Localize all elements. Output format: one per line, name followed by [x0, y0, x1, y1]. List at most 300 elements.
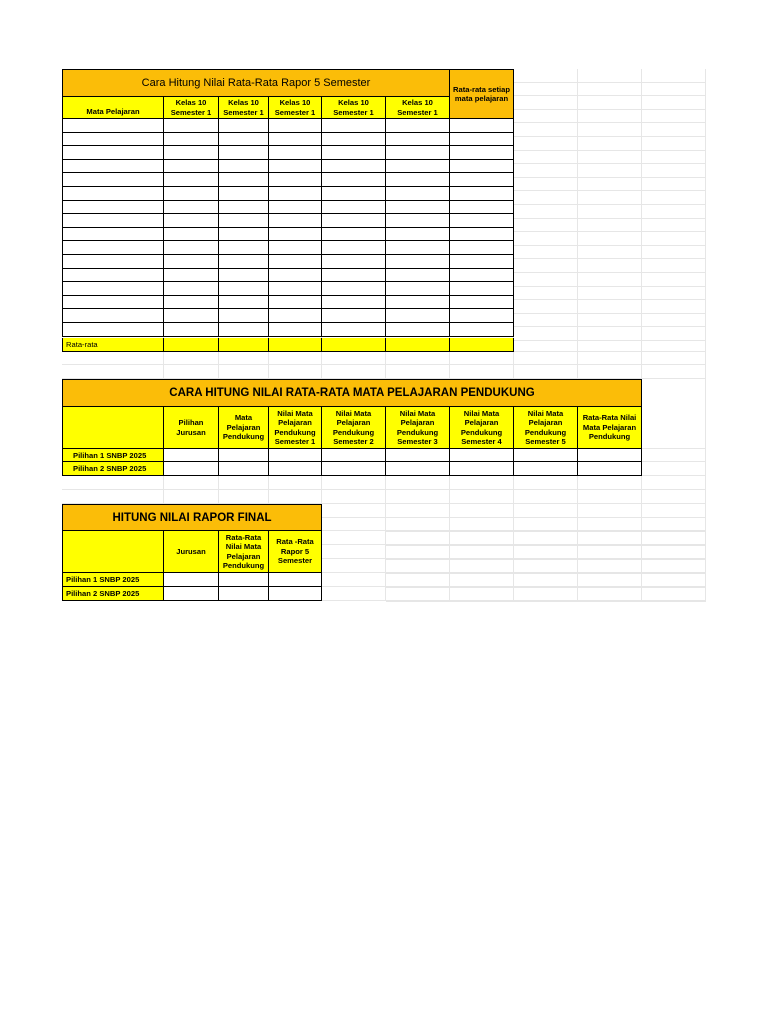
table-cell[interactable] — [269, 309, 322, 323]
table1-column-header: Kelas 10 Semester 1 — [164, 97, 219, 119]
grid-cell — [578, 259, 642, 273]
table-cell[interactable] — [450, 241, 514, 255]
table-cell[interactable] — [386, 282, 450, 296]
table-cell[interactable] — [219, 214, 269, 228]
grid-cell — [450, 560, 514, 574]
grid-cell — [269, 365, 322, 379]
grid-cell — [514, 178, 578, 191]
table-cell[interactable] — [219, 119, 269, 133]
table-cell[interactable] — [450, 119, 514, 133]
table-cell[interactable] — [322, 323, 386, 337]
table-cell[interactable] — [386, 338, 450, 352]
table-cell[interactable] — [514, 449, 578, 462]
table-cell[interactable] — [62, 309, 164, 323]
grid-cell — [578, 490, 642, 504]
table1-column-header: Kelas 10 Semester 1 — [386, 97, 450, 119]
grid-cell — [514, 232, 578, 246]
grid-cell — [642, 462, 706, 476]
table-cell[interactable] — [386, 201, 450, 214]
grid-cell — [514, 352, 578, 365]
table2-column-header: Mata Pelajaran Pendukung — [219, 407, 269, 449]
grid-cell — [578, 341, 642, 352]
table3-column-header: Jurusan — [164, 531, 219, 573]
table-cell[interactable] — [164, 241, 219, 255]
table-cell[interactable] — [219, 187, 269, 201]
table-cell[interactable] — [219, 573, 269, 587]
table-cell[interactable] — [164, 338, 219, 352]
grid-cell — [642, 532, 706, 546]
grid-cell — [269, 352, 322, 365]
grid-cell — [514, 490, 578, 504]
table-cell[interactable] — [164, 323, 219, 337]
grid-cell — [386, 504, 450, 518]
table-cell[interactable] — [450, 160, 514, 173]
grid-cell — [642, 151, 706, 164]
table-cell[interactable] — [386, 462, 450, 476]
grid-cell — [514, 314, 578, 327]
grid-cell — [386, 546, 450, 560]
table-cell[interactable] — [386, 255, 450, 269]
grid-cell — [578, 205, 642, 219]
grid-cell — [578, 504, 642, 518]
grid-cell — [642, 83, 706, 96]
grid-cell — [642, 352, 706, 365]
grid-cell — [514, 287, 578, 300]
grid-cell — [514, 532, 578, 546]
table-cell[interactable] — [322, 214, 386, 228]
table-cell[interactable] — [322, 187, 386, 201]
grid-cell — [642, 205, 706, 219]
grid-cell — [642, 178, 706, 191]
grid-cell — [164, 476, 219, 490]
grid-cell — [269, 476, 322, 490]
grid-cell — [578, 327, 642, 341]
table-cell[interactable] — [578, 462, 642, 476]
table-cell[interactable] — [450, 449, 514, 462]
grid-cell — [578, 476, 642, 490]
table-cell[interactable] — [164, 119, 219, 133]
grid-cell — [386, 560, 450, 574]
table2-column-header: Pilihan Jurusan — [164, 407, 219, 449]
table-cell[interactable] — [450, 255, 514, 269]
table-cell[interactable] — [164, 309, 219, 323]
table-cell[interactable] — [386, 119, 450, 133]
grid-cell — [514, 69, 578, 83]
table-cell[interactable] — [386, 449, 450, 462]
grid-cell — [642, 123, 706, 137]
grid-cell — [642, 560, 706, 574]
table2-column-header: Rata-Rata Nilai Mata Pelajaran Pendukung — [578, 407, 642, 449]
grid-cell — [514, 574, 578, 588]
table-cell[interactable] — [62, 214, 164, 228]
table-cell[interactable] — [322, 255, 386, 269]
table-cell[interactable] — [322, 338, 386, 352]
table-cell[interactable] — [219, 255, 269, 269]
grid-cell — [62, 365, 164, 379]
table1-column-header: Kelas 10 Semester 1 — [219, 97, 269, 119]
table-cell[interactable] — [578, 449, 642, 462]
grid-cell — [578, 69, 642, 83]
grid-cell — [578, 96, 642, 110]
table-cell[interactable] — [219, 462, 269, 476]
table-cell[interactable] — [514, 462, 578, 476]
table-cell[interactable] — [269, 323, 322, 337]
grid-cell — [322, 531, 386, 545]
grid-cell — [219, 352, 269, 365]
table-cell[interactable] — [62, 269, 164, 282]
grid-cell — [578, 560, 642, 574]
table-cell[interactable] — [164, 282, 219, 296]
grid-cell — [450, 546, 514, 560]
table-cell[interactable] — [164, 133, 219, 146]
grid-cell — [62, 352, 164, 365]
table-cell[interactable] — [164, 160, 219, 173]
grid-cell — [514, 96, 578, 110]
table-cell[interactable] — [269, 462, 322, 476]
table-cell[interactable] — [62, 119, 164, 133]
table-cell[interactable] — [164, 573, 219, 587]
grid-cell — [386, 365, 450, 379]
table-cell[interactable] — [386, 296, 450, 309]
grid-cell — [514, 205, 578, 219]
table-cell[interactable] — [386, 173, 450, 187]
table-cell[interactable] — [386, 133, 450, 146]
table-cell[interactable] — [322, 241, 386, 255]
table-cell[interactable] — [164, 173, 219, 187]
grid-cell — [642, 327, 706, 341]
grid-cell — [386, 518, 450, 532]
table-cell[interactable] — [219, 228, 269, 241]
grid-cell — [578, 178, 642, 191]
table-cell[interactable] — [450, 228, 514, 241]
table-cell[interactable] — [322, 462, 386, 476]
grid-cell — [450, 365, 514, 379]
table3-row-label: Pilihan 1 SNBP 2025 — [62, 573, 164, 587]
grid-cell — [164, 352, 219, 365]
table-cell[interactable] — [322, 119, 386, 133]
table-cell[interactable] — [269, 338, 322, 352]
table-cell[interactable] — [219, 241, 269, 255]
grid-cell — [578, 518, 642, 532]
table-cell[interactable] — [62, 160, 164, 173]
table-cell[interactable] — [219, 309, 269, 323]
table-cell[interactable] — [322, 173, 386, 187]
grid-cell — [642, 449, 706, 462]
table-cell[interactable] — [450, 187, 514, 201]
grid-cell — [578, 300, 642, 314]
table-cell[interactable] — [219, 296, 269, 309]
table2-column-header: Nilai Mata Pelajaran Pendukung Semester 5 — [514, 407, 578, 449]
grid-cell — [514, 327, 578, 341]
table-cell[interactable] — [450, 323, 514, 337]
grid-cell — [578, 83, 642, 96]
table-cell[interactable] — [386, 309, 450, 323]
table-cell[interactable] — [164, 269, 219, 282]
table3-column-header: Rata-Rata Nilai Mata Pelajaran Pendukung — [219, 531, 269, 573]
grid-cell — [164, 490, 219, 504]
table-cell[interactable] — [164, 462, 219, 476]
table-cell[interactable] — [450, 296, 514, 309]
grid-cell — [322, 559, 386, 573]
grid-cell — [514, 246, 578, 259]
grid-cell — [578, 314, 642, 327]
table2-column-header: Nilai Mata Pelajaran Pendukung Semester 3 — [386, 407, 450, 449]
table-cell[interactable] — [164, 587, 219, 601]
table-cell[interactable] — [322, 133, 386, 146]
grid-cell — [514, 273, 578, 287]
grid-cell — [450, 490, 514, 504]
table-cell[interactable] — [164, 296, 219, 309]
grid-cell — [642, 232, 706, 246]
table-cell[interactable] — [269, 187, 322, 201]
table-cell[interactable] — [219, 587, 269, 601]
grid-cell — [164, 365, 219, 379]
grid-cell — [219, 490, 269, 504]
table-cell[interactable] — [386, 269, 450, 282]
grid-cell — [219, 365, 269, 379]
table-cell[interactable] — [269, 449, 322, 462]
grid-cell — [642, 273, 706, 287]
grid-cell — [322, 490, 386, 504]
table-cell[interactable] — [62, 201, 164, 214]
grid-cell — [578, 246, 642, 259]
table-cell[interactable] — [450, 146, 514, 160]
table-cell[interactable] — [62, 282, 164, 296]
table-cell[interactable] — [269, 282, 322, 296]
table-cell[interactable] — [450, 173, 514, 187]
table-cell[interactable] — [269, 255, 322, 269]
table1-average-header: Rata-rata setiap mata pelajaran — [450, 69, 514, 119]
grid-cell — [642, 476, 706, 490]
table-cell[interactable] — [269, 160, 322, 173]
grid-cell — [514, 123, 578, 137]
table-cell[interactable] — [322, 309, 386, 323]
grid-cell — [578, 164, 642, 178]
grid-cell — [578, 191, 642, 205]
table3-row-label: Pilihan 2 SNBP 2025 — [62, 587, 164, 601]
table-cell[interactable] — [269, 587, 322, 601]
table1-column-header: Kelas 10 Semester 1 — [269, 97, 322, 119]
table-cell[interactable] — [322, 269, 386, 282]
grid-cell — [642, 259, 706, 273]
table-cell[interactable] — [219, 173, 269, 187]
table-cell[interactable] — [386, 146, 450, 160]
table-cell[interactable] — [386, 228, 450, 241]
table3-corner-cell — [62, 531, 164, 573]
grid-cell — [642, 137, 706, 151]
table-cell[interactable] — [164, 255, 219, 269]
grid-cell — [514, 110, 578, 123]
table-cell[interactable] — [450, 462, 514, 476]
table1-subject-header: Mata Pelajaran — [62, 97, 164, 119]
table-cell[interactable] — [62, 187, 164, 201]
grid-cell — [642, 504, 706, 518]
table3-column-header: Rata -Rata Rapor 5 Semester — [269, 531, 322, 573]
grid-cell — [514, 476, 578, 490]
grid-cell — [578, 110, 642, 123]
grid-cell — [514, 259, 578, 273]
table-cell[interactable] — [269, 296, 322, 309]
grid-cell — [578, 273, 642, 287]
grid-cell — [322, 518, 386, 531]
grid-cell — [642, 300, 706, 314]
grid-cell — [578, 365, 642, 379]
table2-corner-cell — [62, 407, 164, 449]
table-cell[interactable] — [62, 255, 164, 269]
grid-cell — [514, 546, 578, 560]
table-cell[interactable] — [269, 133, 322, 146]
table3-title: HITUNG NILAI RAPOR FINAL — [62, 504, 322, 531]
table2-title: CARA HITUNG NILAI RATA-RATA MATA PELAJARAN PENDUKUNG — [62, 379, 642, 407]
table-cell[interactable] — [219, 282, 269, 296]
grid-cell — [450, 476, 514, 490]
grid-cell — [386, 490, 450, 504]
table-cell[interactable] — [269, 573, 322, 587]
table-cell[interactable] — [450, 133, 514, 146]
grid-cell — [450, 532, 514, 546]
table-cell[interactable] — [450, 201, 514, 214]
grid-cell — [642, 341, 706, 352]
table-cell[interactable] — [322, 160, 386, 173]
table-cell[interactable] — [164, 228, 219, 241]
table-cell[interactable] — [386, 214, 450, 228]
table-cell[interactable] — [164, 146, 219, 160]
table-cell[interactable] — [62, 323, 164, 337]
grid-cell — [514, 83, 578, 96]
table-cell[interactable] — [450, 214, 514, 228]
table2-row-label: Pilihan 2 SNBP 2025 — [62, 462, 164, 476]
table1-title: Cara Hitung Nilai Rata-Rata Rapor 5 Semester — [62, 69, 450, 97]
grid-cell — [514, 191, 578, 205]
table-cell[interactable] — [269, 173, 322, 187]
table-cell[interactable] — [219, 160, 269, 173]
grid-cell — [514, 504, 578, 518]
table-cell[interactable] — [450, 282, 514, 296]
grid-cell — [322, 365, 386, 379]
table2-column-header: Nilai Mata Pelajaran Pendukung Semester 2 — [322, 407, 386, 449]
table-cell[interactable] — [164, 214, 219, 228]
table-cell[interactable] — [219, 201, 269, 214]
table-cell[interactable] — [62, 133, 164, 146]
table-cell[interactable] — [322, 282, 386, 296]
table-cell[interactable] — [450, 338, 514, 352]
grid-cell — [322, 573, 386, 587]
grid-cell — [386, 476, 450, 490]
grid-cell — [450, 352, 514, 365]
grid-cell — [322, 545, 386, 559]
table-cell[interactable] — [269, 269, 322, 282]
grid-cell — [578, 137, 642, 151]
table2-row-label: Pilihan 1 SNBP 2025 — [62, 449, 164, 462]
grid-cell — [578, 352, 642, 365]
table-cell[interactable] — [386, 323, 450, 337]
grid-cell — [642, 490, 706, 504]
table-cell[interactable] — [62, 241, 164, 255]
grid-cell — [269, 490, 322, 504]
table-cell[interactable] — [322, 146, 386, 160]
grid-cell — [642, 314, 706, 327]
grid-cell — [642, 69, 706, 83]
table-cell[interactable] — [219, 146, 269, 160]
table-cell[interactable] — [164, 201, 219, 214]
table-cell[interactable] — [62, 146, 164, 160]
table-cell[interactable] — [62, 296, 164, 309]
grid-cell — [322, 476, 386, 490]
table-cell[interactable] — [269, 146, 322, 160]
table-cell[interactable] — [269, 228, 322, 241]
grid-cell — [578, 123, 642, 137]
table2-column-header: Nilai Mata Pelajaran Pendukung Semester 4 — [450, 407, 514, 449]
table-cell[interactable] — [219, 269, 269, 282]
grid-cell — [578, 232, 642, 246]
grid-cell — [514, 164, 578, 178]
table-cell[interactable] — [219, 133, 269, 146]
grid-cell — [642, 365, 706, 379]
grid-cell — [386, 532, 450, 546]
grid-cell — [514, 151, 578, 164]
grid-cell — [642, 287, 706, 300]
table-cell[interactable] — [322, 296, 386, 309]
table-cell[interactable] — [322, 228, 386, 241]
grid-cell — [642, 164, 706, 178]
grid-cell — [642, 518, 706, 532]
table-cell[interactable] — [322, 449, 386, 462]
grid-cell — [514, 219, 578, 232]
grid-cell — [642, 219, 706, 232]
grid-cell — [578, 546, 642, 560]
grid-cell — [219, 476, 269, 490]
table-cell[interactable] — [269, 201, 322, 214]
grid-cell — [578, 574, 642, 588]
grid-cell — [386, 352, 450, 365]
table-cell[interactable] — [450, 309, 514, 323]
table-cell[interactable] — [219, 323, 269, 337]
grid-cell — [578, 287, 642, 300]
table-cell[interactable] — [269, 241, 322, 255]
table-cell[interactable] — [219, 338, 269, 352]
table-cell[interactable] — [219, 449, 269, 462]
table-cell[interactable] — [62, 228, 164, 241]
grid-cell — [578, 151, 642, 164]
grid-cell — [450, 518, 514, 532]
table2-column-header: Nilai Mata Pelajaran Pendukung Semester 1 — [269, 407, 322, 449]
grid-cell — [642, 110, 706, 123]
grid-cell — [642, 246, 706, 259]
grid-cell — [642, 546, 706, 560]
grid-cell — [386, 574, 450, 588]
grid-cell — [642, 191, 706, 205]
table-cell[interactable] — [62, 173, 164, 187]
table-cell[interactable] — [322, 201, 386, 214]
table-cell[interactable] — [386, 241, 450, 255]
grid-cell — [578, 219, 642, 232]
table-cell[interactable] — [386, 160, 450, 173]
table-cell[interactable] — [164, 449, 219, 462]
grid-cell — [642, 96, 706, 110]
grid-cell — [450, 504, 514, 518]
table-cell[interactable] — [269, 119, 322, 133]
grid-cell — [322, 352, 386, 365]
table-cell[interactable] — [450, 269, 514, 282]
table-cell[interactable] — [269, 214, 322, 228]
table-cell[interactable] — [164, 187, 219, 201]
grid-cell — [514, 518, 578, 532]
grid-cell — [62, 490, 164, 504]
table1-footer-label: Rata-rata — [62, 338, 164, 352]
grid-cell — [514, 300, 578, 314]
table-cell[interactable] — [386, 187, 450, 201]
grid-cell — [578, 532, 642, 546]
